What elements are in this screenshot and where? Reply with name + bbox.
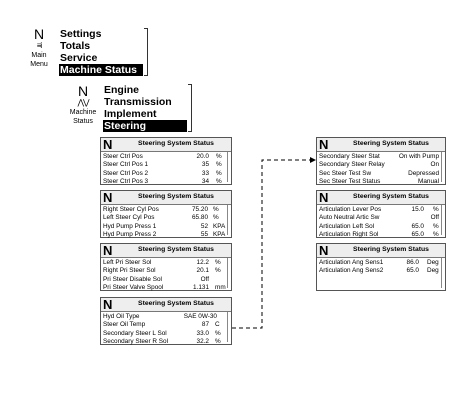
- row-value: 55: [200, 230, 208, 238]
- steering-status-panel-1: [100, 137, 232, 185]
- panel-title: Steering System Status: [138, 300, 214, 307]
- neutral-gear-indicator: N: [103, 137, 113, 152]
- row-label: Steer Ctrl Pos 3: [103, 177, 149, 185]
- status-row: [103, 338, 225, 346]
- row-unit: %: [216, 153, 222, 160]
- panel-scrollbar[interactable]: [227, 205, 230, 235]
- row-unit: %: [215, 329, 221, 337]
- status-row: [319, 276, 439, 284]
- row-value: 12.2: [196, 259, 209, 266]
- row-unit: KPA: [213, 222, 226, 230]
- row-value: On: [430, 161, 439, 169]
- main-menu-label-line2: Menu: [30, 61, 48, 68]
- row-label: Right Pri Steer Sol: [103, 267, 156, 275]
- neutral-gear-indicator: N: [103, 243, 113, 258]
- status-row: [103, 223, 225, 231]
- panel-header: [317, 138, 445, 152]
- status-row: [103, 214, 225, 222]
- menu-item-totals[interactable]: Totals: [60, 40, 91, 52]
- status-row: [103, 321, 225, 329]
- neutral-gear-indicator: N: [33, 26, 45, 42]
- row-label: Right Steer Cyl Pos: [103, 206, 159, 213]
- status-row: [319, 178, 439, 186]
- status-row: [319, 153, 439, 161]
- neutral-gear-indicator: N: [77, 83, 89, 99]
- panel-scrollbar[interactable]: [441, 258, 444, 288]
- machine-status-menu-list: [103, 84, 187, 132]
- row-label: Left Pri Steer Sol: [103, 259, 152, 266]
- row-value: 15.0: [411, 206, 424, 213]
- row-unit: C: [215, 321, 220, 329]
- machine-status-label-panel: [64, 84, 102, 126]
- status-menu-label-line1: Machine: [69, 109, 97, 116]
- menu-item-service[interactable]: Service: [60, 52, 98, 64]
- row-value: Manual: [418, 177, 439, 185]
- status-row: [319, 161, 439, 169]
- row-unit: mm: [215, 283, 226, 291]
- steering-status-panel-6: [316, 190, 446, 238]
- panel-scrollbar[interactable]: [227, 258, 230, 288]
- row-value: 20.1: [196, 267, 209, 275]
- row-unit: %: [213, 206, 219, 213]
- row-unit: Deg: [427, 259, 439, 266]
- status-row: [319, 223, 439, 231]
- main-menu-label-panel: [24, 27, 54, 69]
- row-value: Off: [200, 275, 209, 283]
- row-label: Articulation Ang Sens2: [319, 267, 384, 275]
- panel-header: [317, 244, 445, 258]
- row-value: Depressed: [408, 169, 439, 177]
- row-unit: Deg: [427, 267, 439, 275]
- row-label: Secondary Steer R Sol: [103, 337, 169, 345]
- panel-header: [101, 138, 231, 152]
- status-row: [103, 330, 225, 338]
- status-row: [319, 267, 439, 275]
- row-unit: %: [216, 177, 222, 185]
- row-label: Sec Steer Test Status: [319, 177, 381, 185]
- status-row: [319, 214, 439, 222]
- status-row: [103, 284, 225, 292]
- row-label: Hyd Pump Press 1: [103, 222, 157, 230]
- steering-status-panel-4: [100, 297, 232, 345]
- row-label: Articulation Left Sol: [319, 222, 375, 230]
- row-value: 52: [200, 222, 208, 230]
- row-value: 65.0: [411, 222, 424, 230]
- steering-status-panel-5: [316, 137, 446, 185]
- row-unit: %: [213, 214, 219, 222]
- row-label: Sec Steer Test Sw: [319, 169, 372, 177]
- row-unit: KPA: [213, 230, 226, 238]
- row-unit: %: [215, 267, 221, 275]
- row-unit: %: [216, 169, 222, 177]
- menu-item-machine-status[interactable]: Machine Status: [59, 64, 143, 76]
- row-value: 65.80: [192, 214, 208, 222]
- row-value: 33.0: [196, 329, 209, 337]
- panel-header: [317, 191, 445, 205]
- menu-item-transmission[interactable]: Transmission: [104, 96, 172, 108]
- row-value: 35: [201, 161, 209, 169]
- row-unit: %: [215, 259, 221, 266]
- panel-title: Steering System Status: [353, 246, 429, 253]
- panel-header: [101, 191, 231, 205]
- row-unit: %: [433, 230, 439, 238]
- row-unit: %: [216, 161, 222, 169]
- status-row: [103, 161, 225, 169]
- status-menu-scrollbar[interactable]: [188, 84, 192, 132]
- row-label: Articulation Ang Sens1: [319, 259, 384, 266]
- row-label: Secondary Steer Relay: [319, 161, 385, 169]
- status-row: [319, 170, 439, 178]
- main-menu-scrollbar[interactable]: [144, 28, 148, 76]
- status-row: [103, 206, 225, 214]
- panel-title: Steering System Status: [138, 246, 214, 253]
- status-row: [103, 259, 225, 267]
- row-value: 32.2: [196, 337, 209, 345]
- status-row: [103, 170, 225, 178]
- status-row: [103, 313, 225, 321]
- row-value: 34: [201, 177, 209, 185]
- main-menu-list: [59, 28, 143, 76]
- neutral-gear-indicator: N: [319, 190, 329, 205]
- row-label: Steer Oil Temp: [103, 321, 146, 329]
- panel-title: Steering System Status: [353, 193, 429, 200]
- steering-status-panel-2: [100, 190, 232, 238]
- main-menu-label-line1: Main: [31, 52, 47, 59]
- status-menu-label-line2: Status: [73, 118, 93, 125]
- row-unit: %: [215, 337, 221, 345]
- row-value: SAE 0W-30: [183, 313, 217, 320]
- row-label: Pri Steer Valve Spool: [103, 283, 164, 291]
- row-value: Off: [430, 214, 439, 222]
- row-value: 86.0: [406, 259, 419, 266]
- row-label: Steer Ctrl Pos 2: [103, 169, 149, 177]
- row-label: Articulation Lever Pos: [319, 206, 382, 213]
- row-value: 65.0: [406, 267, 419, 275]
- row-value: 33: [201, 169, 209, 177]
- row-label: Hyd Oil Type: [103, 313, 140, 320]
- row-label: Hyd Pump Press 2: [103, 230, 157, 238]
- menu-item-engine[interactable]: Engine: [104, 84, 140, 96]
- status-row: [103, 267, 225, 275]
- row-unit: %: [433, 206, 439, 213]
- row-label: Secondary Steer Stat: [319, 153, 380, 160]
- status-row: [319, 206, 439, 214]
- steering-status-panel-3: [100, 243, 232, 291]
- row-value: 87: [201, 321, 209, 329]
- status-row: [103, 178, 225, 186]
- panel-title: Steering System Status: [138, 140, 214, 147]
- panel-title: Steering System Status: [353, 140, 429, 147]
- panel-scrollbar[interactable]: [227, 152, 230, 182]
- row-value: 20.0: [196, 153, 209, 160]
- row-value: 1.131: [193, 283, 209, 291]
- status-row: [319, 259, 439, 267]
- panel-title: Steering System Status: [138, 193, 214, 200]
- row-value: On with Pump: [398, 153, 439, 160]
- waveform-status-icon: ⋀⋁: [77, 98, 89, 107]
- menu-item-implement[interactable]: Implement: [104, 108, 157, 120]
- row-value: 75.20: [192, 206, 208, 213]
- row-label: Pri Steer Disable Sol: [103, 275, 162, 283]
- panel-header: [101, 298, 231, 312]
- steering-status-panel-7: [316, 243, 446, 291]
- status-row: [103, 231, 225, 239]
- row-label: Steer Ctrl Pos 1: [103, 161, 149, 169]
- status-row: [319, 231, 439, 239]
- neutral-gear-indicator: N: [103, 190, 113, 205]
- row-value: 65.0: [411, 230, 424, 238]
- status-row: [319, 284, 439, 292]
- row-label: Auto Neutral Artic Sw: [319, 214, 380, 222]
- row-label: Articulation Right Sol: [319, 230, 379, 238]
- row-label: Secondary Steer L Sol: [103, 329, 167, 337]
- row-label: Steer Ctrl Pos: [103, 153, 143, 160]
- panel-scrollbar[interactable]: [441, 205, 444, 235]
- row-unit: %: [433, 222, 439, 230]
- status-row: [103, 276, 225, 284]
- neutral-gear-indicator: N: [319, 243, 329, 258]
- panel-header: [101, 244, 231, 258]
- panel-scrollbar[interactable]: [441, 152, 444, 182]
- info-menu-icon: ≡i: [36, 41, 42, 50]
- menu-item-steering[interactable]: Steering: [103, 120, 187, 132]
- neutral-gear-indicator: N: [319, 137, 329, 152]
- panel-scrollbar[interactable]: [227, 312, 230, 342]
- status-row: [103, 153, 225, 161]
- menu-item-settings[interactable]: Settings: [60, 28, 102, 40]
- neutral-gear-indicator: N: [103, 297, 113, 312]
- row-label: Left Steer Cyl Pos: [103, 214, 155, 222]
